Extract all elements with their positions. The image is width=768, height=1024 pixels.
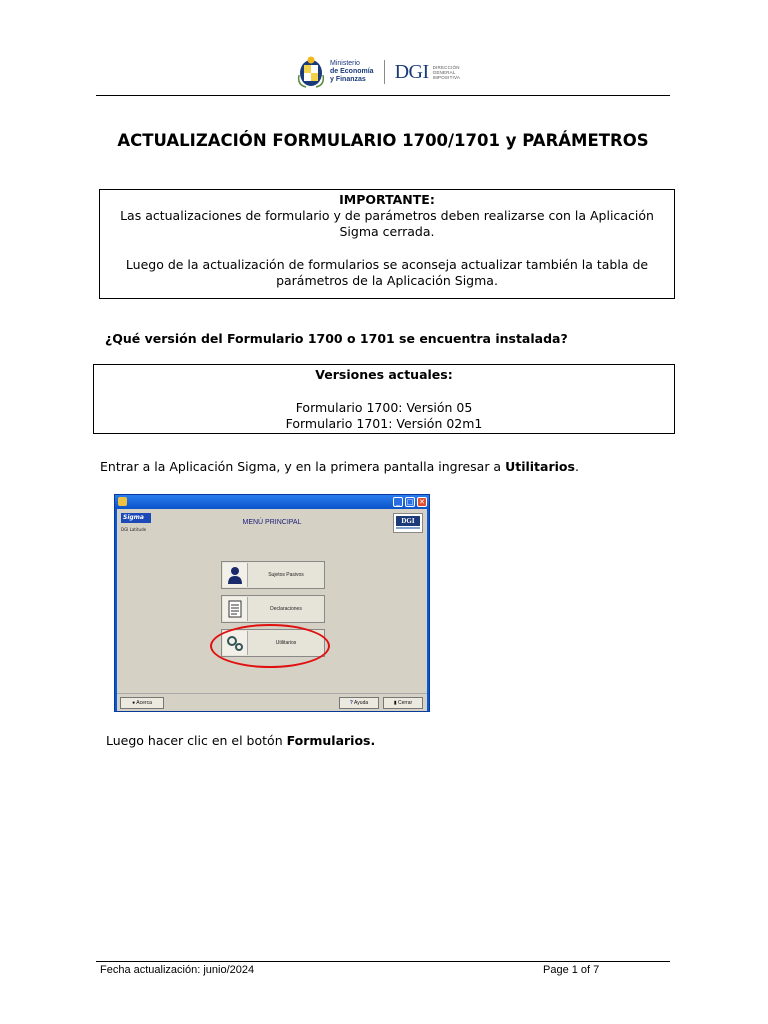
sigma-logo: Sigma bbox=[121, 513, 151, 523]
minimize-icon: _ bbox=[393, 497, 403, 507]
important-paragraph-1: Las actualizaciones de formulario y de parámetros deben realizarse con la Aplicación Sigma cerrada. bbox=[120, 208, 654, 239]
important-box bbox=[99, 189, 675, 299]
utilitarios-highlight-oval bbox=[210, 624, 330, 668]
window-bottom-bar bbox=[117, 693, 427, 711]
footer-rule bbox=[96, 961, 670, 962]
sigma-subtitle: DGI Latitude bbox=[121, 527, 147, 532]
version-1700: Formulario 1700: Versión 05 bbox=[295, 400, 473, 415]
person-icon bbox=[223, 563, 248, 587]
help-icon: ? bbox=[349, 700, 353, 706]
window-client bbox=[117, 509, 427, 711]
dgi-subtitle: DIRECCIÓN GENERAL IMPOSITIVA bbox=[432, 64, 461, 80]
document-title: ACTUALIZACIÓN FORMULARIO 1700/1701 y PARÁMETROS bbox=[117, 131, 649, 150]
window-titlebar bbox=[115, 495, 429, 509]
document-icon bbox=[223, 597, 248, 621]
dgi-logo-small: DGI bbox=[393, 513, 423, 533]
info-icon: ● bbox=[132, 700, 136, 706]
cerrar-button: ▮ Cerrar bbox=[383, 697, 423, 709]
dgi-logo: DGI bbox=[394, 60, 429, 83]
menu-button-utilitarios: Utilitarios bbox=[221, 629, 325, 657]
menu-title: MENÚ PRINCIPAL bbox=[242, 519, 302, 526]
menu-button-declaraciones: Declaraciones bbox=[221, 595, 325, 623]
header-logos bbox=[296, 54, 460, 90]
maximize-icon: □ bbox=[406, 498, 414, 506]
version-1701: Formulario 1701: Versión 02m1 bbox=[285, 416, 483, 431]
uruguay-shield-icon bbox=[296, 55, 326, 89]
footer-date: Fecha actualización: junio/2024 bbox=[100, 964, 255, 976]
menu-button-sujetos-pasivos: Sujetos Pasivos bbox=[221, 561, 325, 589]
exit-door-icon: ▮ bbox=[393, 700, 397, 706]
footer-page-number: Page 1 of 7 bbox=[543, 964, 600, 976]
sigma-window-screenshot bbox=[114, 494, 430, 712]
important-paragraph-2: Luego de la actualización de formularios se aconseja actualizar también la tabla de parámetros de la Aplicación Sigma. bbox=[125, 257, 649, 288]
close-icon: ✕ bbox=[417, 497, 427, 507]
ayuda-button: ? Ayuda bbox=[339, 697, 379, 709]
app-icon bbox=[118, 497, 127, 506]
acerca-button: ● Acerca bbox=[120, 697, 164, 709]
logo-separator bbox=[384, 60, 385, 84]
versions-heading: Versiones actuales: bbox=[315, 367, 453, 382]
important-heading: IMPORTANTE: bbox=[339, 192, 435, 207]
version-question: ¿Qué versión del Formulario 1700 o 1701 se encuentra instalada? bbox=[105, 331, 568, 346]
ministry-name: Ministerio de Economía y Finanzas bbox=[330, 60, 374, 83]
step-2-text: Luego hacer clic en el botón Formularios. bbox=[106, 733, 376, 748]
header-rule bbox=[96, 95, 670, 96]
step-1-text: Entrar a la Aplicación Sigma, y en la primera pantalla ingresar a Utilitarios. bbox=[100, 459, 579, 474]
versions-box bbox=[93, 364, 675, 434]
